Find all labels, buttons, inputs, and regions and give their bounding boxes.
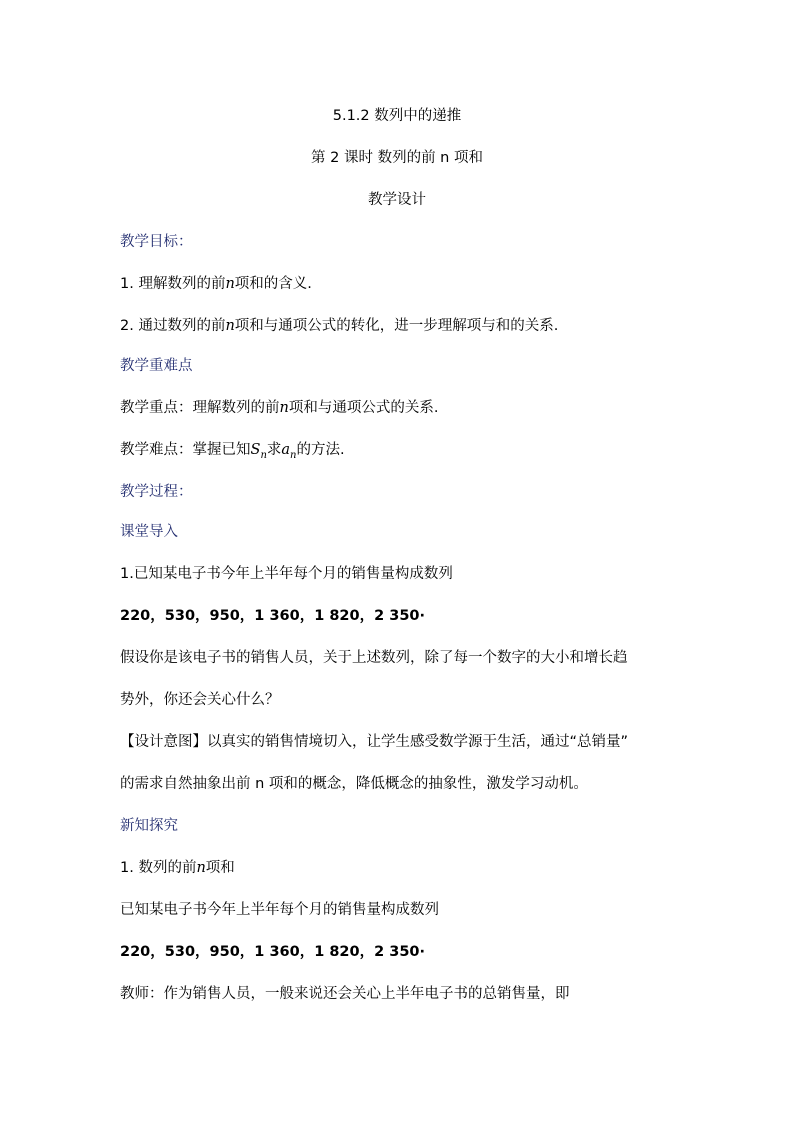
key-points-heading: 教学重难点 <box>120 358 193 374</box>
intro-text: 1.已知某电子书今年上半年每个月的销售量构成数列 <box>120 566 453 582</box>
focus-pre: 教学重点：理解数列的前 <box>120 400 280 416</box>
teacher-text: 教师：作为销售人员，一般来说还会关心上半年电子书的总销售量，即 <box>120 986 570 1002</box>
lesson-title: 第 2 课时 数列的前 n 项和 <box>311 150 483 166</box>
objective-1 <box>120 274 312 294</box>
focus-var: n <box>279 400 289 416</box>
intro-heading: 课堂导入 <box>120 524 178 540</box>
objective-1-post: 项和的含义. <box>234 276 312 292</box>
explore-sub-post: 项和 <box>205 860 235 876</box>
explore-sub-var: n <box>196 860 206 876</box>
difficulty-a-sub: n <box>290 450 297 461</box>
question-line-2: 势外，你还会关心什么？ <box>120 692 280 708</box>
design-intent-line-1: 【设计意图】以真实的销售情境切入，让学生感受数学源于生活，通过“总销量” <box>120 734 629 750</box>
difficulty-S: S <box>250 442 261 458</box>
explore-text: 已知某电子书今年上半年每个月的销售量构成数列 <box>120 902 439 918</box>
process-heading: 教学过程： <box>120 484 193 500</box>
explore-heading: 新知探究 <box>120 818 178 834</box>
explore-sequence-values: 220，530，950，1 360，1 820，2 350· <box>120 944 426 960</box>
difficulty-post: 的方法. <box>296 442 345 458</box>
difficulty-pre: 教学难点：掌握已知 <box>120 442 251 458</box>
document-type: 教学设计 <box>368 192 426 208</box>
objective-1-pre: 1. 理解数列的前 <box>120 276 226 292</box>
design-intent-line-2: 的需求自然抽象出前 n 项和的概念，降低概念的抽象性，激发学习动机。 <box>120 776 588 792</box>
sequence-values: 220，530，950，1 360，1 820，2 350· <box>120 608 426 624</box>
focus-post: 项和与通项公式的关系. <box>288 400 439 416</box>
key-point-focus <box>120 398 438 418</box>
objective-2-post: 项和与通项公式的转化，进一步理解项与和的关系. <box>234 318 559 334</box>
difficulty-mid: 求 <box>266 442 282 458</box>
objectives-heading: 教学目标： <box>120 234 193 250</box>
question-line-1: 假设你是该电子书的销售人员，关于上述数列，除了每一个数字的大小和增长趋 <box>120 650 628 666</box>
section-title: 5.1.2 数列中的递推 <box>332 108 462 124</box>
difficulty-a: a <box>281 442 291 458</box>
objective-2-pre: 2. 通过数列的前 <box>120 318 226 334</box>
difficulty-S-sub: n <box>260 450 267 461</box>
explore-subheading <box>120 858 235 878</box>
explore-sub-pre: 1. 数列的前 <box>120 860 197 876</box>
objective-2-var: n <box>225 318 235 334</box>
objective-2 <box>120 316 558 336</box>
key-point-difficulty <box>120 440 345 466</box>
objective-1-var: n <box>225 276 235 292</box>
